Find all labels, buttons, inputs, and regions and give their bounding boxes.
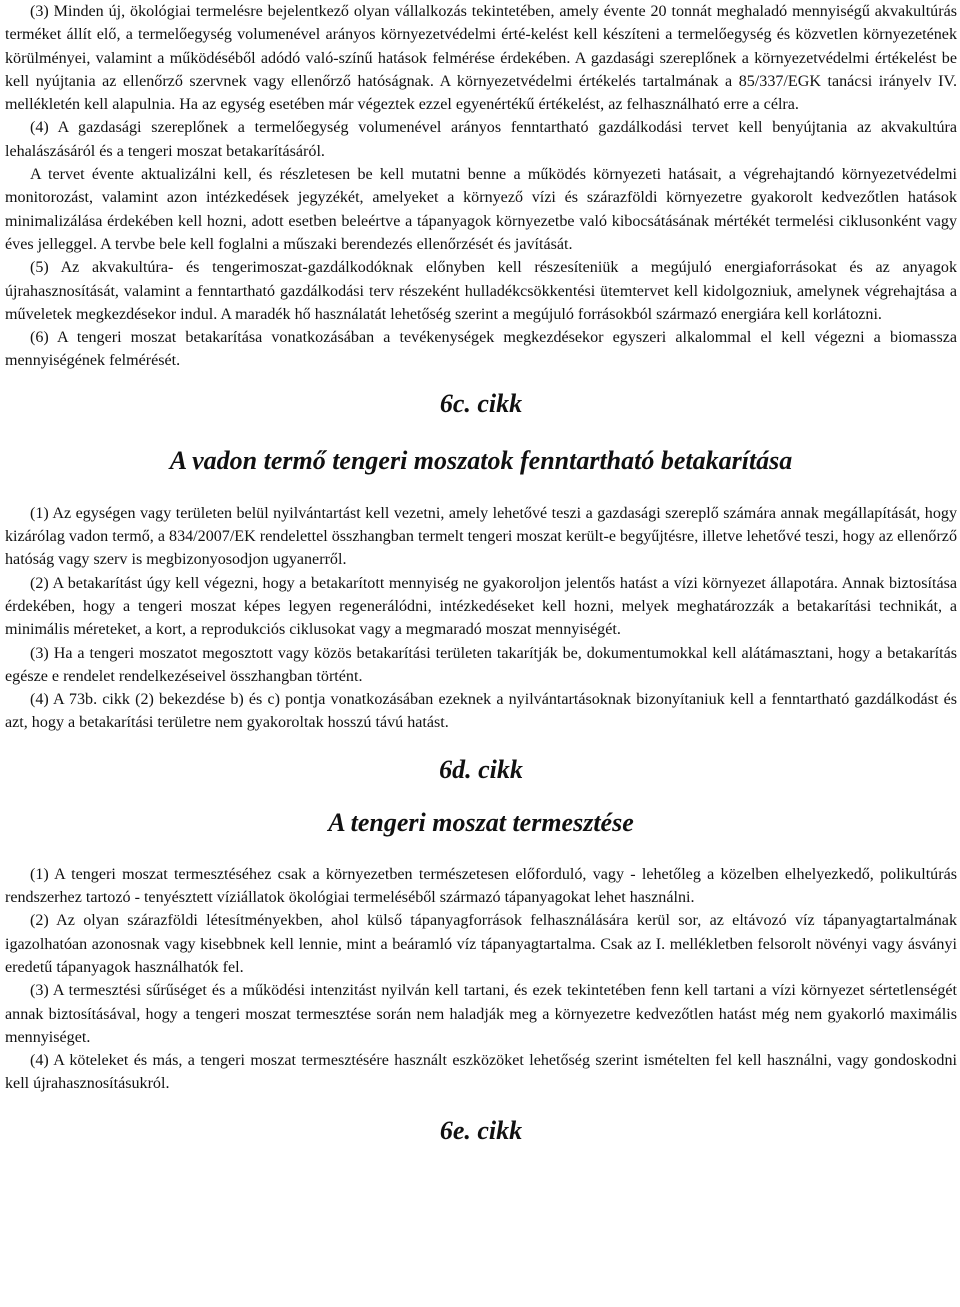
paragraph-art6b-4-continued: A tervet évente aktualizálni kell, és részletesen be kell mutatni benne a működés környezeti hatásait, a végrehajtandó környezetvédelmi monitorozást, valamint azon intézkedések jegyzékét, amelyeket a környező vízi és szárazföldi környezetre gyakorolt kedvezőtlen hatások minimalizálása érdekében kell hozni, adott esetben beleértve a tápanyagok környezetbe való kibocsátásának mértékét termelési ciklusonként vagy éves jelleggel. A tervbe bele kell foglalni a műszaki berendezés ellenőrzését és javítását. — [5, 166, 957, 253]
article-6d-number: 6d. cikk — [439, 754, 523, 784]
article-6c-title: A vadon termő tengeri moszatok fenntartható betakarítása — [169, 445, 793, 475]
paragraph-art6d-1: (1) A tengeri moszat termesztéséhez csak a környezetben természetesen előforduló, vagy - lehetőleg a közelben elhelyezkedő, polikultúrás rendszerhez tartozó - tenyésztett víziállatok ökológiai termeléséből származó tápanyagokat lehet használni. — [5, 865, 957, 907]
paragraph-art6d-2: (2) Az olyan szárazföldi létesítményekben, ahol külső tápanyagforrások felhasználására kerül sor, az eltávozó víz tápanyagtartalmának igazolhatóan azonosnak vagy kisebbnek kell lennie, mint a beáramló víz tápanyagtartalma. Csak az I. mellékletben felsorolt növényi vagy ásványi eredetű tápanyagok használhatók fel. — [5, 912, 957, 976]
paragraph-art6c-1: (1) Az egységen vagy területen belül nyilvántartást kell vezetni, amely lehetővé teszi a gazdasági szereplő számára annak megállapítását, hogy kizárólag vadon termő, a 834/2007/EK rendelettel összhangban termelt tengeri moszat került-e begyűjtésre, illetve lehetővé teszi, hogy az ellenőrző hatóság vagy szerv is megbizonyosodjon ugyanerről. — [5, 504, 957, 569]
article-6d-title: A tengeri moszat termesztése — [328, 807, 634, 837]
paragraph-art6c-4: (4) A 73b. cikk (2) bekezdése b) és c) pontja vonatkozásában ezeknek a nyilvántartásoknak bizonyítaniuk kell a fenntartható gazdálkodást és azt, hogy a betakarítási területre nem gyakoroltak hosszú távú hatást. — [5, 691, 957, 732]
paragraph-art6b-5: (5) Az akvakultúra- és tengerimoszat-gazdálkodóknak előnyben kell részesíteniük a megújuló energiaforrásokat és az anyagok újrahasznosítását, valamint a fenntartható gazdálkodási terv részeként hulladékcsökkentési ütemtervet kell kidolgozniuk, amelynek végrehajtása a műveletek megkezdésekor indul. A maradék hő használatát lehetőség szerint a megújuló forrásokból származó energiára kell korlátozni. — [5, 259, 957, 323]
article-6e-number: 6e. cikk — [439, 1115, 523, 1145]
document-page — [5, 0, 957, 1148]
paragraph-art6c-3: (3) Ha a tengeri moszatot megosztott vagy közös betakarítási területen takarítják be, dokumentumokkal kell alátámasztani, hogy a betakarítás egésze e rendelet rendelkezéseivel összhangban történt. — [5, 644, 957, 685]
paragraph-art6d-4: (4) A köteleket és más, a tengeri moszat termesztésére használt eszközöket lehetőség szerint ismételten fel kell használni, vagy gondoskodni kell újrahasznosításukról. — [5, 1052, 957, 1093]
paragraph-art6c-2: (2) A betakarítást úgy kell végezni, hogy a betakarított mennyiség ne gyakoroljon jelentős hatást a vízi környezet állapotára. Annak biztosítása érdekében, hogy a tengeri moszat képes legyen regenerálódni, intézkedéseket kell hozni, melyek meghatározzák a betakarítási technikát, a minimális méreteket, a kort, a reprodukciós ciklusokat vagy a megmaradó moszat mennyiségét. — [5, 574, 957, 639]
paragraph-art6b-6: (6) A tengeri moszat betakarítása vonatkozásában a tevékenységek megkezdésekor egyszeri alkalommal el kell végezni a biomassza mennyiségének felmérését. — [5, 329, 957, 370]
paragraph-art6b-4: (4) A gazdasági szereplőnek a termelőegység volumenével arányos fenntartható gazdálkodási tervet kell benyújtania az akvakultúra lehalászásáról és a tengeri moszat betakarításáról. — [5, 119, 957, 160]
paragraph-art6b-3: (3) Minden új, ökológiai termelésre bejelentkező olyan vállalkozás tekintetében, amely évente 20 tonnát meghaladó mennyiségű akvakultúrás terméket állít elő, a termelőegység volumenével arányos környezetvédelmi érté-kelést kell készíteni a termelőegység és közvetlen környezetének körülményei, valamint a működéséből adódó való-színű hatások felmérése érdekében. A gazdasági szereplőnek a környezetvédelmi értékelést be kell nyújtania az ellenőrző szervnek vagy ellenőrző hatóságnak. A környezetvédelmi értékelés tartalmának a 85/337/EGK tanácsi irányelv IV. mellékletén kell alapulnia. Ha az egység esetében már végeztek ezzel egyenértékű értékelést, az felhasználható erre a célra. — [5, 3, 957, 114]
article-6c-number: 6c. cikk — [439, 388, 523, 418]
paragraph-art6d-3: (3) A termesztési sűrűséget és a működési intenzitást nyilván kell tartani, és ezek tekintetében fenn kell tartani a vízi környezet sértetlenségét annak biztosításával, hogy a tengeri moszat termesztése során nem haladják meg a környezetre kedvezőtlen hatást még nem gyakorló maximális mennyiséget. — [5, 982, 957, 1046]
